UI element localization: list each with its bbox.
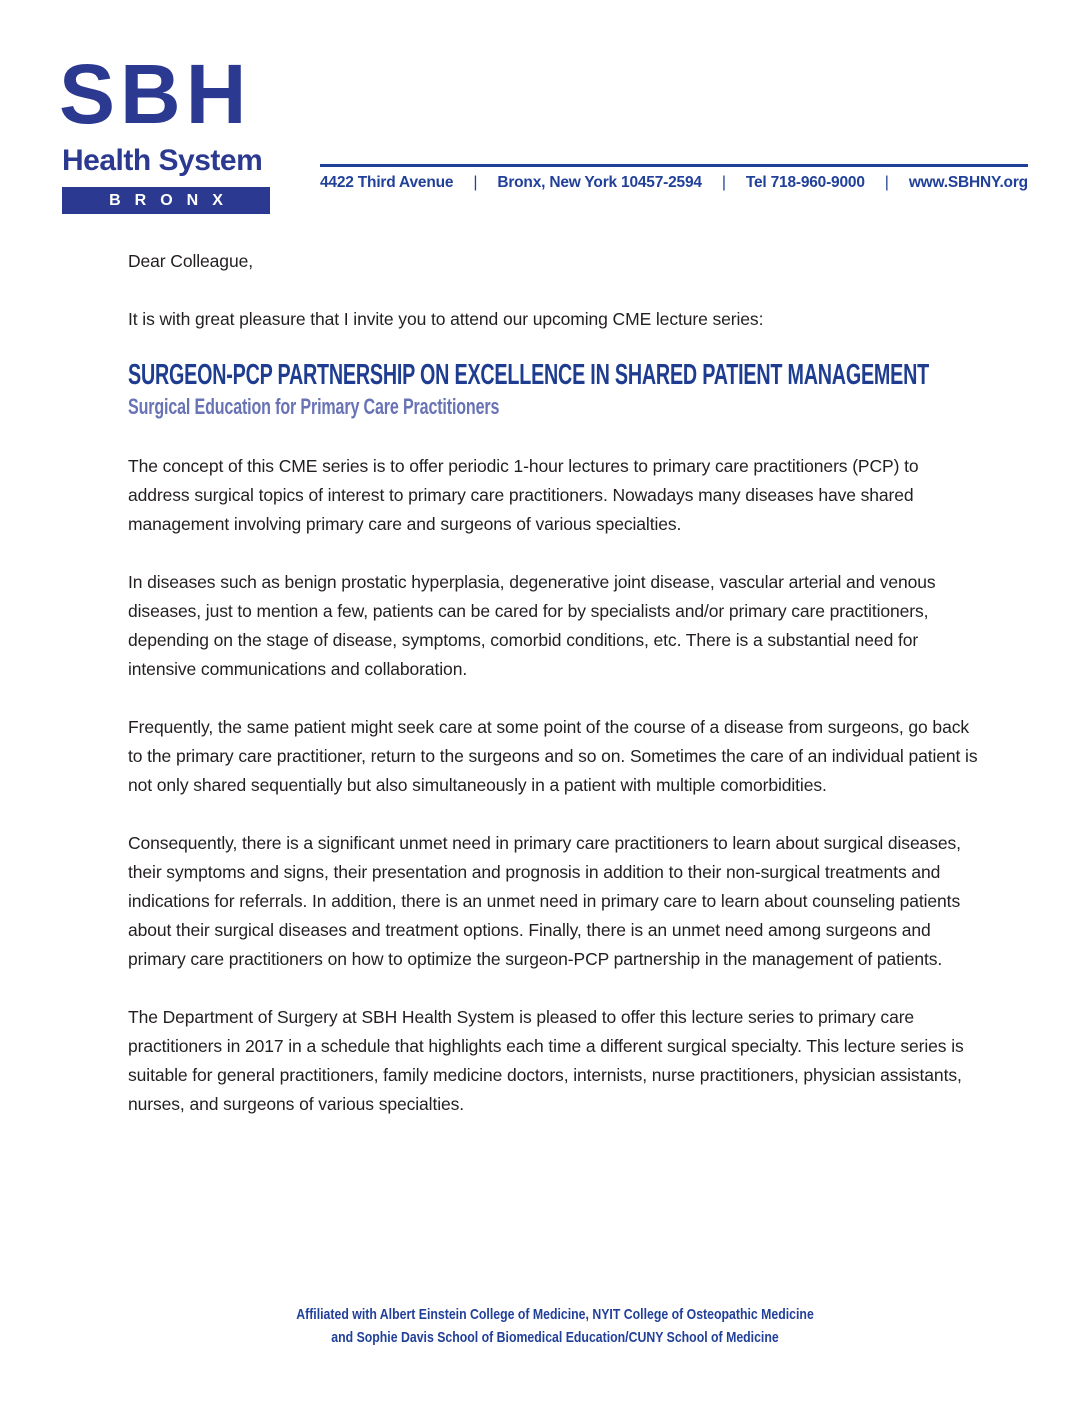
affiliation-footer bbox=[109, 1303, 1001, 1349]
separator-bar: | bbox=[884, 174, 889, 191]
affiliation-line-2: and Sophie Davis School of Biomedical Education/CUNY School of Medicine bbox=[331, 1329, 779, 1346]
contact-phone: Tel 718-960-9000 bbox=[745, 174, 865, 191]
paragraph-offer: The Department of Surgery at SBH Health System is pleased to offer this lecture series to primary care practitioners in 2017 in a schedule that highlights each time a different surgical specialty. This lecture series is suitable for general practitioners, family medicine doctors, internists, nurse practitioners, physician assistants, nurses, and surgeons of various specialties. bbox=[128, 1007, 964, 1114]
contact-bar bbox=[320, 164, 1028, 192]
contact-address: 4422 Third Avenue bbox=[320, 174, 454, 191]
logo-borough-banner: BRONX bbox=[62, 187, 270, 214]
series-title: SURGEON-PCP PARTNERSHIP ON EXCELLENCE IN SHARED PATIENT MANAGEMENT bbox=[128, 359, 929, 391]
paragraph-shared-care: Frequently, the same patient might seek care at some point of the course of a disease from surgeons, go back to the primary care practitioner, return to the surgeons and so on. Sometimes the care of an individual patient is not only shared sequentially but also simultaneously in a patient with multiple comorbidities. bbox=[128, 717, 978, 795]
paragraph-unmet-need: Consequently, there is a significant unmet need in primary care practitioners to learn about surgical diseases, their symptoms and signs, their presentation and prognosis in addition to their non-surgical treatments and indications for referrals. In addition, there is an unmet need in primary care to learn about counseling patients about their surgical diseases and treatment options. Finally, there is an unmet need among surgeons and primary care practitioners on how to optimize the surgeon-PCP partnership in the management of patients. bbox=[128, 833, 961, 969]
paragraph-concept: The concept of this CME series is to offer periodic 1-hour lectures to primary care practitioners (PCP) to address surgical topics of interest to primary care practitioners. Nowadays many diseases have shared management involving primary care and surgeons of various specialties. bbox=[128, 456, 919, 534]
affiliation-line-1: Affiliated with Albert Einstein College of Medicine, NYIT College of Osteopathic Medicine bbox=[296, 1306, 814, 1323]
series-subtitle: Surgical Education for Primary Care Practitioners bbox=[128, 394, 500, 419]
paragraph-diseases: In diseases such as benign prostatic hyperplasia, degenerative joint disease, vascular arterial and venous diseases, just to mention a few, patients can be cared for by specialists and/or primary care practitioners, depending on the stage of disease, symptoms, comorbid conditions, etc. There is a substantial need for intensive communications and collaboration. bbox=[128, 572, 936, 679]
letter-body bbox=[128, 247, 978, 1119]
salutation: Dear Colleague, bbox=[128, 251, 253, 271]
contact-city: Bronx, New York 10457-2594 bbox=[497, 174, 702, 191]
sbh-logo bbox=[59, 47, 272, 214]
website-link[interactable]: www.SBHNY.org bbox=[908, 174, 1028, 191]
separator-bar: | bbox=[721, 174, 726, 191]
separator-bar: | bbox=[473, 174, 478, 191]
logo-name: Health System bbox=[62, 144, 263, 177]
logo-acronym: SBH bbox=[59, 47, 252, 141]
intro-line: It is with great pleasure that I invite you to attend our upcoming CME lecture series: bbox=[128, 309, 764, 329]
